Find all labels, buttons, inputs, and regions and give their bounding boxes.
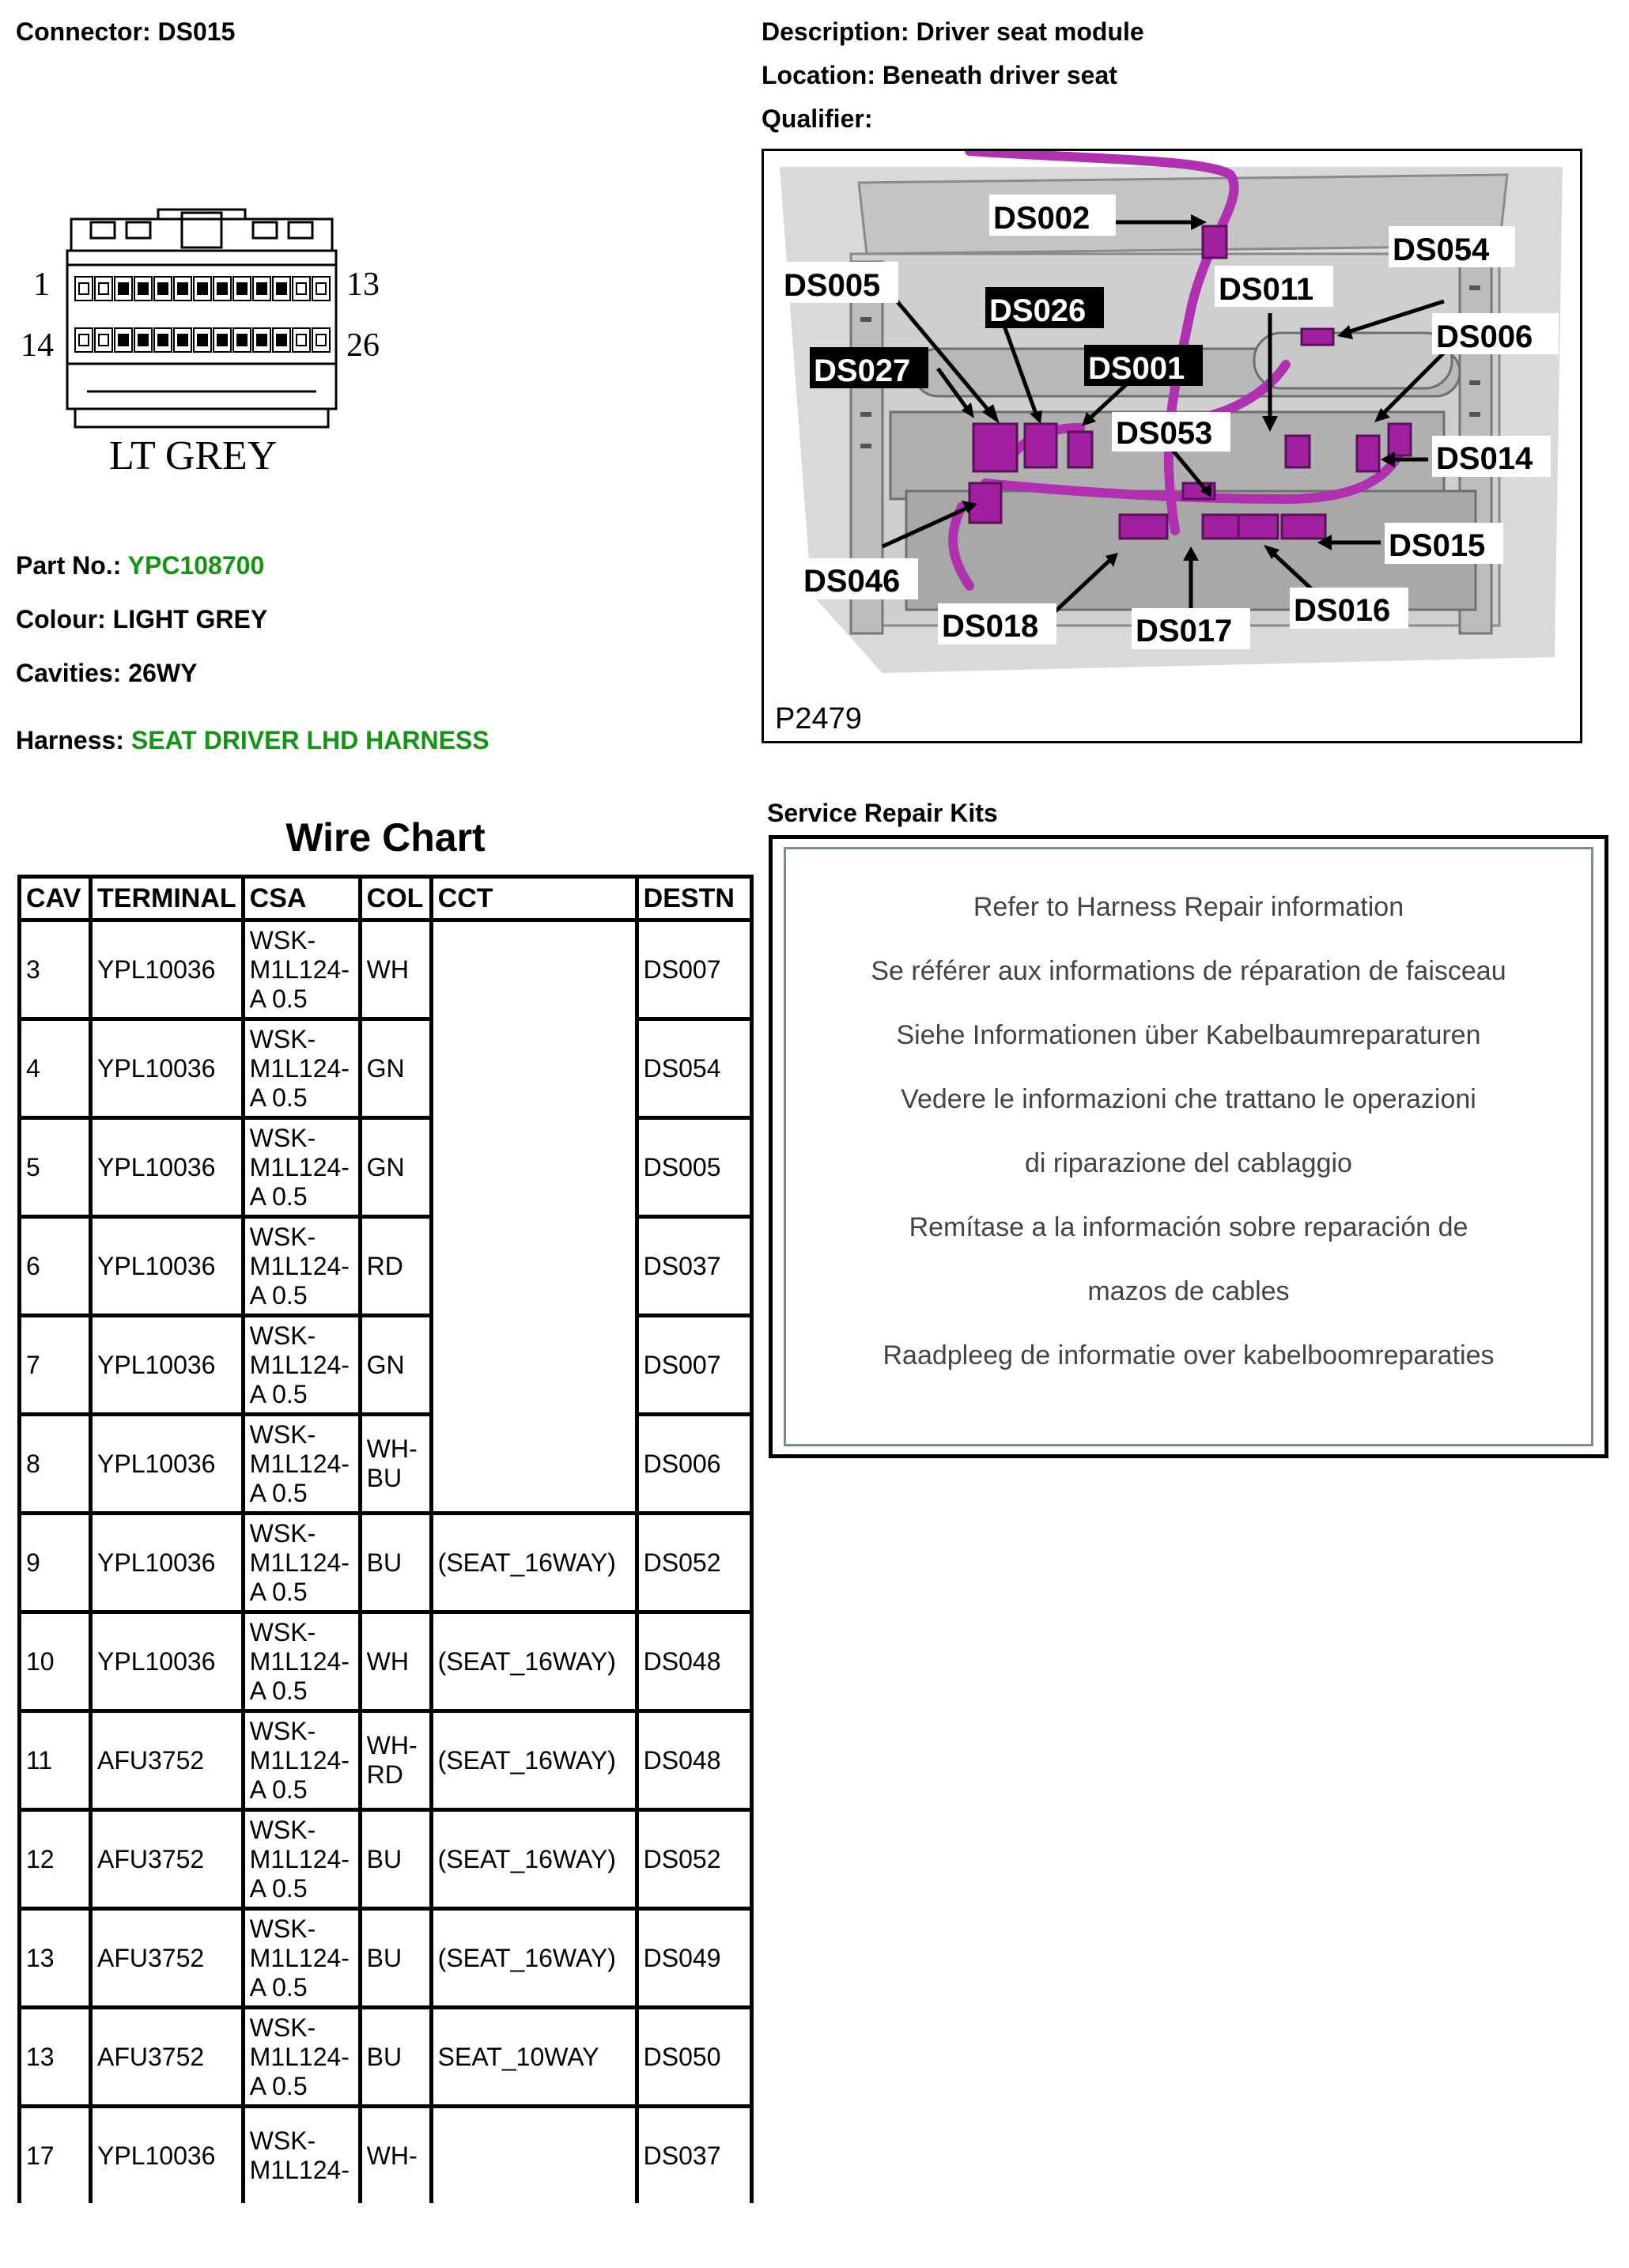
- callout-ds018: DS018: [942, 609, 1039, 644]
- cell-cct: [431, 1217, 637, 1316]
- pin-terminal: [198, 335, 207, 346]
- col-header-terminal: TERMINAL: [91, 877, 244, 920]
- cell-cct: [431, 1415, 637, 1514]
- wire-chart-row: [20, 1415, 752, 1514]
- cell-destn: DS052: [637, 1514, 751, 1612]
- part-number-label: Part No.:: [16, 551, 122, 580]
- cell-col: WH-: [360, 2107, 431, 2204]
- location-field: [762, 61, 1117, 90]
- pin-terminal: [119, 335, 128, 346]
- cell-terminal: AFU3752: [91, 1909, 244, 2008]
- cavities-label: Cavities:: [16, 659, 122, 687]
- pin-terminal: [119, 283, 128, 294]
- pin-terminal: [237, 283, 247, 294]
- cell-cav: 3: [20, 920, 91, 1019]
- pin-terminal: [316, 335, 326, 346]
- connector-value: DS015: [157, 17, 236, 46]
- cell-cct: [431, 2107, 637, 2204]
- cell-cav: 5: [20, 1118, 91, 1217]
- cell-cav: 12: [20, 1810, 91, 1909]
- connector-pinout-diagram: [16, 202, 427, 486]
- cell-destn: DS048: [637, 1711, 751, 1810]
- description-label: Description:: [762, 17, 909, 46]
- wire-chart-title: Wire Chart: [285, 815, 486, 860]
- cell-destn: DS037: [637, 2107, 751, 2204]
- cell-destn: DS037: [637, 1217, 751, 1316]
- pin-terminal: [217, 283, 227, 294]
- pin-label-14: 14: [21, 327, 54, 364]
- service-repair-kits-box: [769, 835, 1608, 1458]
- pin-terminal: [138, 335, 148, 346]
- cell-csa: WSK-M1L124-A 0.5: [243, 1909, 360, 2008]
- cell-cav: 13: [20, 2008, 91, 2107]
- srk-line-nl: Raadpleeg de informatie over kabelboomreparaties: [883, 1340, 1495, 1370]
- callout-ds054: DS054: [1393, 232, 1490, 267]
- wire-chart-row: [20, 1118, 752, 1217]
- srk-line-es-2: mazos de cables: [1087, 1276, 1290, 1306]
- cell-terminal: YPL10036: [91, 1217, 244, 1316]
- cell-destn: DS049: [637, 1909, 751, 2008]
- pin-terminal: [217, 335, 227, 346]
- pin-terminal: [297, 283, 306, 294]
- photo-id: P2479: [775, 702, 862, 735]
- seat-underside-illustration: [764, 151, 1580, 741]
- connector-colour-text: LT GREY: [109, 433, 278, 478]
- cell-cav: 6: [20, 1217, 91, 1316]
- callout-ds046: DS046: [803, 564, 901, 599]
- service-repair-kits-inner: [784, 847, 1593, 1446]
- cell-col: GN: [360, 1316, 431, 1415]
- wire-chart-row: [20, 1711, 752, 1810]
- pin-terminal: [178, 335, 187, 346]
- cell-cav: 8: [20, 1415, 91, 1514]
- cell-destn: DS007: [637, 920, 751, 1019]
- cell-csa: WSK-M1L124-A 0.5: [243, 2008, 360, 2107]
- connector-location-photo: [762, 149, 1582, 743]
- pin-terminal: [178, 283, 187, 294]
- cell-cct: (SEAT_16WAY): [431, 1810, 637, 1909]
- callout-ds016: DS016: [1294, 593, 1391, 628]
- description-value: Driver seat module: [916, 17, 1144, 46]
- pin-label-26: 26: [346, 327, 380, 364]
- cell-cav: 7: [20, 1316, 91, 1415]
- location-label: Location:: [762, 61, 875, 89]
- cell-terminal: AFU3752: [91, 1711, 244, 1810]
- pin-terminal: [79, 335, 89, 346]
- pin-terminal: [237, 335, 247, 346]
- pin-terminal: [297, 335, 306, 346]
- cell-csa: WSK-M1L124-A 0.5: [243, 1514, 360, 1612]
- col-header-destn: DESTN: [637, 877, 751, 920]
- cell-terminal: YPL10036: [91, 1118, 244, 1217]
- cell-destn: DS048: [637, 1612, 751, 1711]
- pin-terminal: [99, 283, 108, 294]
- cell-terminal: AFU3752: [91, 2008, 244, 2107]
- wire-chart-row: [20, 1514, 752, 1612]
- cell-destn: DS050: [637, 2008, 751, 2107]
- cavities-field: [16, 659, 197, 688]
- location-value: Beneath driver seat: [882, 61, 1117, 89]
- callout-ds053: DS053: [1116, 416, 1213, 451]
- cell-csa: WSK-M1L124-A 0.5: [243, 1316, 360, 1415]
- cavities-value: 26WY: [128, 659, 198, 687]
- cell-terminal: YPL10036: [91, 2107, 244, 2204]
- qualifier-field: [762, 104, 872, 134]
- description-field: [762, 17, 1144, 47]
- cell-col: WH: [360, 1612, 431, 1711]
- wire-chart-row: [20, 1019, 752, 1118]
- connector-field: [16, 17, 235, 47]
- callout-ds006: DS006: [1436, 319, 1533, 354]
- cell-destn: DS007: [637, 1316, 751, 1415]
- srk-line-es-1: Remítase a la información sobre reparación de: [909, 1212, 1468, 1242]
- cell-csa: WSK-M1L124-A 0.5: [243, 1612, 360, 1711]
- pin-label-13: 13: [346, 266, 380, 303]
- cell-terminal: YPL10036: [91, 1514, 244, 1612]
- cell-csa: WSK-M1L124-A 0.5: [243, 1711, 360, 1810]
- cell-csa: WSK-M1L124-A 0.5: [243, 1415, 360, 1514]
- pin-terminal: [257, 335, 266, 346]
- cell-cct: [431, 1019, 637, 1118]
- cell-destn: DS006: [637, 1415, 751, 1514]
- part-number-field: [16, 551, 264, 580]
- cell-cav: 4: [20, 1019, 91, 1118]
- cell-terminal: AFU3752: [91, 1810, 244, 1909]
- cell-cav: 9: [20, 1514, 91, 1612]
- cell-col: BU: [360, 1909, 431, 2008]
- harness-label: Harness:: [16, 726, 124, 754]
- service-repair-kits-title: Service Repair Kits: [767, 799, 998, 827]
- pin-terminal: [158, 283, 168, 294]
- part-number-link[interactable]: YPC108700: [127, 551, 265, 580]
- pin-label-1: 1: [33, 266, 50, 303]
- wire-chart-row: [20, 1612, 752, 1711]
- callout-ds017: DS017: [1136, 614, 1233, 648]
- cell-csa: WSK-M1L124-A 0.5: [243, 1810, 360, 1909]
- wire-chart-row: [20, 2107, 752, 2204]
- srk-line-it-1: Vedere le informazioni che trattano le operazioni: [901, 1084, 1476, 1114]
- callout-ds001: DS001: [1088, 351, 1185, 386]
- pin-terminal: [257, 283, 266, 294]
- harness-field: [16, 726, 489, 755]
- harness-link[interactable]: SEAT DRIVER LHD HARNESS: [130, 726, 489, 754]
- pin-terminal: [198, 283, 207, 294]
- cell-csa: WSK-M1L124-A 0.5: [243, 1118, 360, 1217]
- colour-field: [16, 605, 267, 634]
- cell-terminal: YPL10036: [91, 1316, 244, 1415]
- cell-csa: WSK-M1L124-: [243, 2107, 360, 2204]
- wire-chart-row: [20, 2008, 752, 2107]
- cell-cav: 17: [20, 2107, 91, 2204]
- pin-terminal: [99, 335, 108, 346]
- cell-terminal: YPL10036: [91, 920, 244, 1019]
- callout-ds026: DS026: [989, 293, 1087, 328]
- pin-terminal: [158, 335, 168, 346]
- cell-cct: SEAT_10WAY: [431, 2008, 637, 2107]
- cell-col: WH-BU: [360, 1415, 431, 1514]
- cell-col: BU: [360, 1810, 431, 1909]
- cell-cct: [431, 1316, 637, 1415]
- cell-terminal: YPL10036: [91, 1019, 244, 1118]
- cell-csa: WSK-M1L124-A 0.5: [243, 1217, 360, 1316]
- cell-cct: (SEAT_16WAY): [431, 1612, 637, 1711]
- callout-ds011: DS011: [1219, 272, 1314, 307]
- cell-cct: [431, 1118, 637, 1217]
- cell-col: GN: [360, 1019, 431, 1118]
- cell-cav: 13: [20, 1909, 91, 2008]
- colour-label: Colour:: [16, 605, 106, 633]
- cell-destn: DS052: [637, 1810, 751, 1909]
- cell-csa: WSK-M1L124-A 0.5: [243, 1019, 360, 1118]
- col-header-cct: CCT: [431, 877, 637, 920]
- wire-chart-row: [20, 1316, 752, 1415]
- cell-cct: (SEAT_16WAY): [431, 1909, 637, 2008]
- cell-terminal: YPL10036: [91, 1612, 244, 1711]
- wire-chart-row: [20, 920, 752, 1019]
- pin-terminal: [277, 335, 286, 346]
- callout-ds015: DS015: [1389, 528, 1486, 563]
- qualifier-label: Qualifier:: [762, 104, 873, 133]
- col-header-cav: CAV: [20, 877, 91, 920]
- cell-cct: [431, 920, 637, 1019]
- colour-value: LIGHT GREY: [112, 605, 268, 633]
- cell-cav: 10: [20, 1612, 91, 1711]
- pin-terminal: [79, 283, 89, 294]
- col-header-col: COL: [360, 877, 431, 920]
- callout-ds005: DS005: [784, 268, 881, 303]
- cell-cct: (SEAT_16WAY): [431, 1514, 637, 1612]
- cell-col: BU: [360, 1514, 431, 1612]
- callout-ds027: DS027: [814, 353, 911, 388]
- srk-line-en: Refer to Harness Repair information: [973, 892, 1404, 922]
- pin-grid: [75, 277, 330, 352]
- cell-cct: (SEAT_16WAY): [431, 1711, 637, 1810]
- cell-col: GN: [360, 1118, 431, 1217]
- srk-line-de: Siehe Informationen über Kabelbaumreparaturen: [896, 1020, 1481, 1050]
- cell-terminal: YPL10036: [91, 1415, 244, 1514]
- cell-csa: WSK-M1L124-A 0.5: [243, 920, 360, 1019]
- srk-line-it-2: di riparazione del cablaggio: [1025, 1148, 1352, 1178]
- pin-terminal: [277, 283, 286, 294]
- srk-line-fr: Se référer aux informations de réparation de faisceau: [871, 956, 1506, 986]
- cell-destn: DS005: [637, 1118, 751, 1217]
- col-header-csa: CSA: [243, 877, 360, 920]
- callout-ds002: DS002: [993, 201, 1090, 236]
- cell-destn: DS054: [637, 1019, 751, 1118]
- wire-chart-header-row: [20, 877, 752, 920]
- pin-terminal: [138, 283, 148, 294]
- pin-terminal: [316, 283, 326, 294]
- wire-chart-row: [20, 1217, 752, 1316]
- cell-col: BU: [360, 2008, 431, 2107]
- wire-chart-row: [20, 1909, 752, 2008]
- wire-chart-row: [20, 1810, 752, 1909]
- cell-cav: 11: [20, 1711, 91, 1810]
- cell-col: WH-RD: [360, 1711, 431, 1810]
- cell-col: RD: [360, 1217, 431, 1316]
- wire-chart-table: [17, 875, 754, 2203]
- cell-col: WH: [360, 920, 431, 1019]
- callout-ds014: DS014: [1436, 441, 1533, 476]
- connector-label: Connector:: [16, 17, 151, 46]
